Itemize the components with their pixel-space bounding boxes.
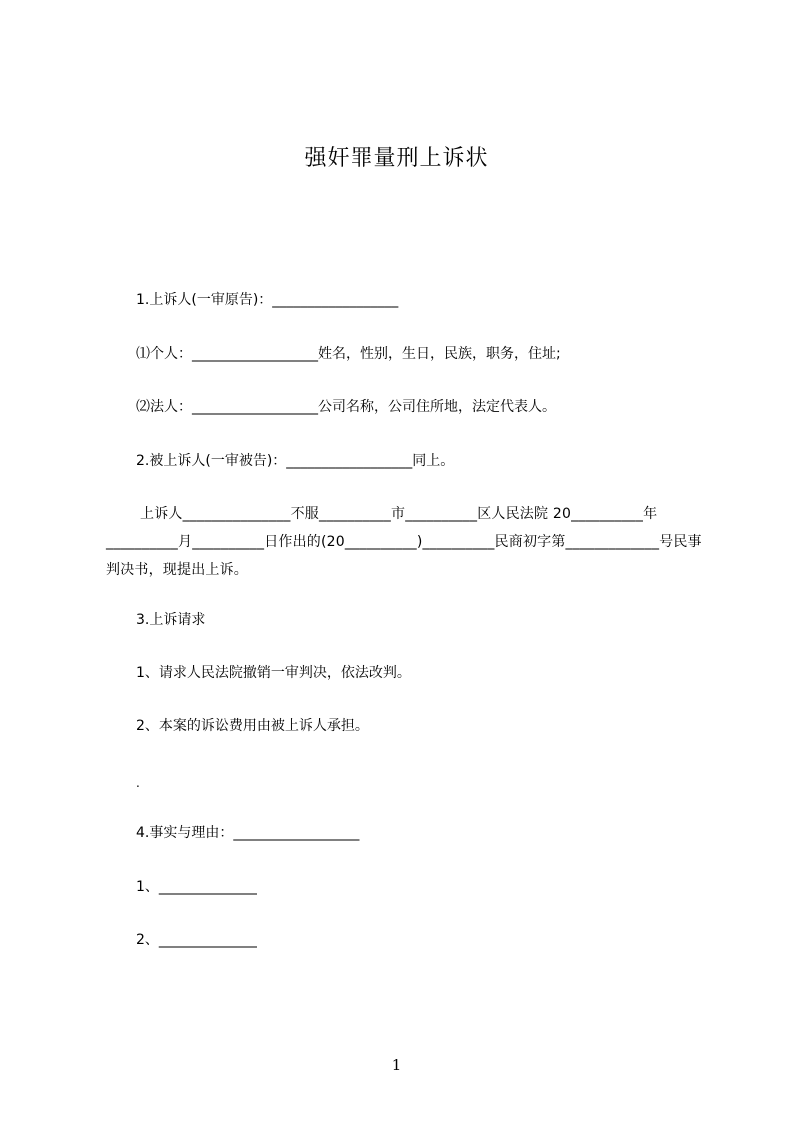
- individual-line: ⑴个人：__________________姓名，性别，生日，民族，职务，住址;: [136, 346, 561, 362]
- appellant-line: 1.上诉人(一审原告)：__________________: [136, 292, 399, 308]
- document-title: 强奸罪量刑上诉状: [304, 146, 489, 171]
- page-number: 1: [391, 1056, 402, 1074]
- stray-dot: .: [136, 776, 140, 790]
- appeal-statement-paragraph: 上诉人_______________不服__________市__________区人民法院 20__________年__________月__________日作出的(20__________)__________民商初字第_____________号民事判决书，现提出上诉。: [106, 506, 702, 578]
- appellee-line: 2.被上诉人(一审被告)：__________________同上。: [136, 453, 455, 469]
- request-item-2: 2、本案的诉讼费用由被上诉人承担。: [136, 718, 369, 734]
- fact-item-2: 2、______________: [136, 932, 257, 948]
- legal-person-line: ⑵法人：__________________公司名称，公司住所地，法定代表人。: [136, 399, 556, 415]
- request-heading: 3.上诉请求: [136, 612, 206, 628]
- request-item-1: 1、请求人民法院撤销一审判决，依法改判。: [136, 665, 411, 681]
- fact-item-1: 1、______________: [136, 879, 257, 895]
- facts-heading: 4.事实与理由：__________________: [136, 825, 360, 841]
